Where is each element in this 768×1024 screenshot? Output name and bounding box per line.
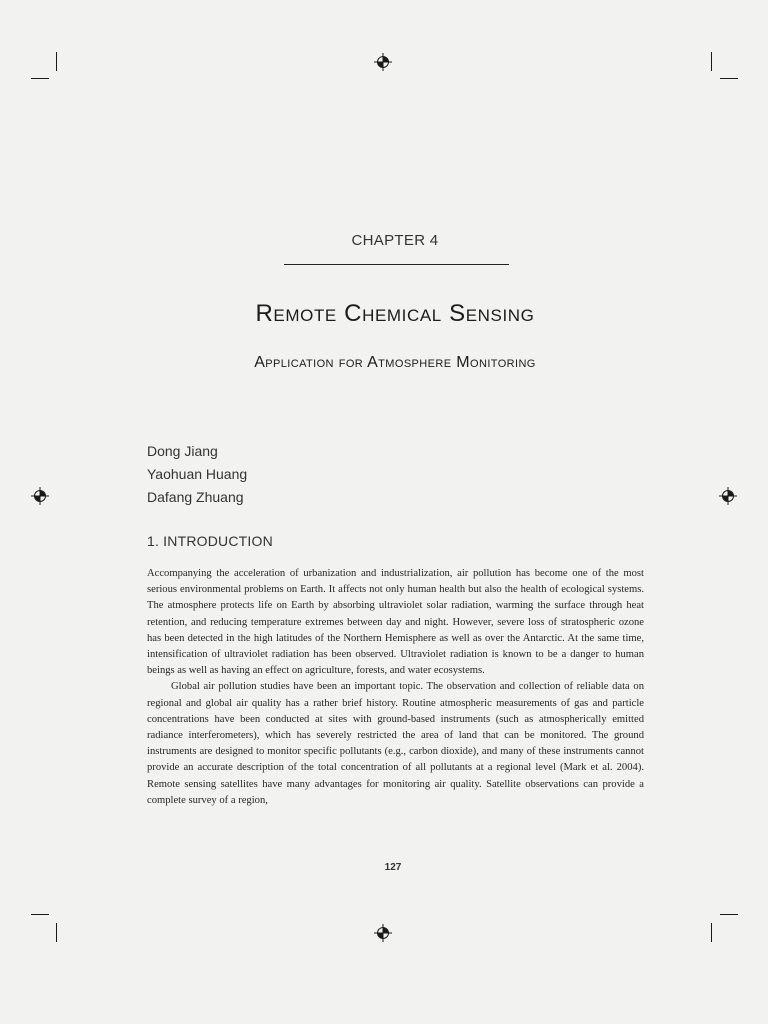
- body-text: [147, 566, 644, 809]
- registration-target-icon: [31, 487, 49, 505]
- author-name: Dong Jiang: [147, 443, 218, 459]
- crop-mark: [711, 52, 712, 71]
- chapter-title: Remote Chemical Sensing: [255, 300, 535, 327]
- chapter-label: CHAPTER 4: [351, 232, 439, 249]
- crop-mark: [31, 914, 49, 915]
- crop-mark: [31, 78, 49, 79]
- registration-target-icon: [374, 53, 392, 71]
- registration-target-icon: [719, 487, 737, 505]
- page-number: 127: [384, 862, 402, 873]
- crop-mark: [56, 923, 57, 942]
- chapter-subtitle: Application for Atmosphere Monitoring: [254, 354, 536, 371]
- crop-mark: [56, 52, 57, 71]
- crop-mark: [711, 923, 712, 942]
- author-name: Dafang Zhuang: [147, 489, 244, 505]
- crop-mark: [720, 78, 738, 79]
- section-heading: 1. INTRODUCTION: [147, 533, 273, 549]
- chapter-rule: [284, 264, 509, 265]
- paragraph: Global air pollution studies have been an important topic. The observation and collection of reliable data on regional and global air quality has a rather brief history. Routine atmospheric measurements of gas and particle concentrations have been conducted at sites with ground-based instruments (such as atmospherically emitted radiance interferometers), which has severely restricted the area of land that can be monitored. The ground instruments are designed to monitor specific pollutants (e.g., carbon dioxide), and many of these instruments cannot provide an accurate description of the total concentration of all pollutants at a regional level (Mark et al. 2004). Remote sensing satellites have many advantages for monitoring air quality. Satellite observations can provide a complete survey of a region,: [147, 681, 644, 806]
- registration-target-icon: [374, 924, 392, 942]
- author-list: [147, 440, 247, 509]
- author-name: Yaohuan Huang: [147, 466, 248, 482]
- paragraph: Accompanying the acceleration of urbanization and industrialization, air pollution has become one of the most serious environmental problems on Earth. It affects not only human health but also the health of ecological systems. The atmosphere protects life on Earth by absorbing ultraviolet solar radiation, warming the surface through heat retention, and reducing temperature extremes between day and night. However, severe loss of stratospheric ozone has been detected in the high latitudes of the Northern Hemisphere as well as over the Antarctic. At the same time, intensification of ultraviolet radiation has been observed. Ultraviolet radiation is known to be a danger to human beings as well as having an effect on agriculture, forests, and water ecosystems.: [147, 568, 644, 677]
- crop-mark: [720, 914, 738, 915]
